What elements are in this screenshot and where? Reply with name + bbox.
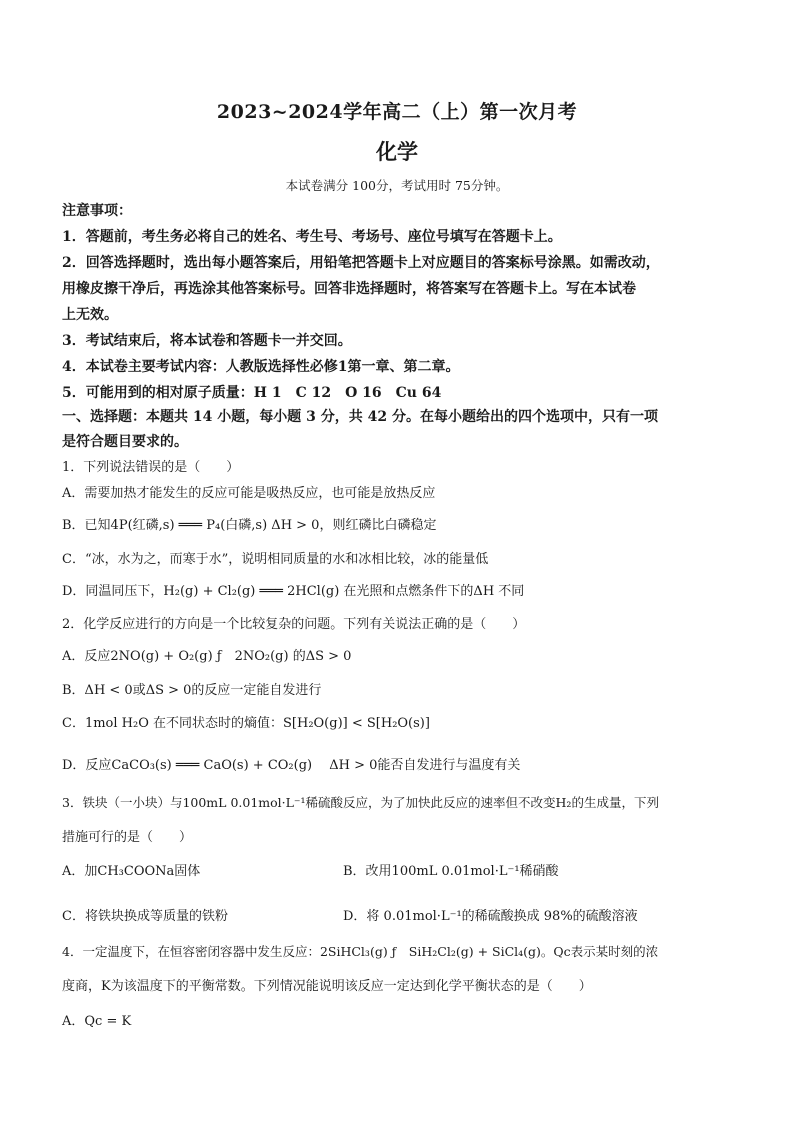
q3-stem-line2: 措施可行的是（ ） — [62, 830, 193, 845]
q2-option-c: C．1mol H₂O 在不同状态时的熵值：S[H₂O(g)] < S[H₂O(s)] — [62, 716, 430, 731]
q1-option-a: A．需要加热才能发生的反应可能是吸热反应，也可能是放热反应 — [62, 486, 436, 501]
exam-meta: 本试卷满分 100分，考试用时 75分钟。 — [285, 178, 509, 193]
q1-option-c: C．“冰，水为之，而寒于水”，说明相同质量的水和冰相比较，冰的能量低 — [62, 552, 489, 567]
note-4: 4．本试卷主要考试内容：人教版选择性必修1第一章、第二章。 — [62, 359, 460, 375]
q2-stem: 2．化学反应进行的方向是一个比较复杂的问题。下列有关说法正确的是（ ） — [62, 617, 526, 632]
q3-option-d: D．将 0.01mol·L⁻¹的稀硫酸换成 98%的硫酸溶液 — [343, 909, 638, 924]
q4-option-a: A．Qc = K — [62, 1014, 132, 1029]
q1-option-d: D．同温同压下，H₂(g) + Cl₂(g) ═══ 2HCl(g) 在光照和点燃条件下的ΔH 不同 — [62, 584, 525, 599]
exam-title: 2023~2024学年高二（上）第一次月考 — [216, 101, 578, 123]
section-heading-1: 一、选择题：本题共 14 小题，每小题 3 分，共 42 分。在每小题给出的四个选项中，只有一项 — [62, 409, 658, 425]
note-3: 3．考试结束后，将本试卷和答题卡一并交回。 — [62, 333, 352, 349]
subject-title: 化学 — [376, 139, 418, 164]
q2-option-d: D．反应CaCO₃(s) ═══ CaO(s) + CO₂(g) ΔH > 0能否自发进行与温度有关 — [62, 758, 521, 773]
q4-stem-line1: 4．一定温度下，在恒容密闭容器中发生反应：2SiHCl₃(g) ƒ SiH₂Cl₂(g) + SiCl₄(g)。Qc表示某时刻的浓 — [62, 944, 659, 959]
q1-stem: 1．下列说法错误的是（ ） — [62, 460, 240, 475]
note-1: 1．答题前，考生务必将自己的姓名、考生号、考场号、座位号填写在答题卡上。 — [62, 229, 562, 245]
q2-option-b: B．ΔH < 0或ΔS > 0的反应一定能自发进行 — [62, 683, 322, 698]
q3-option-b: B．改用100mL 0.01mol·L⁻¹稀硝酸 — [343, 864, 559, 879]
q1-option-b: B．已知4P(红磷,s) ═══ P₄(白磷,s) ΔH > 0，则红磷比白磷稳定 — [62, 518, 437, 533]
q3-option-c: C．将铁块换成等质量的铁粉 — [62, 909, 228, 924]
q4-stem-line2: 度商，K为该温度下的平衡常数。下列情况能说明该反应一定达到化学平衡状态的是（ ） — [62, 979, 592, 994]
note-5: 5．可能用到的相对原子质量：H 1 C 12 O 16 Cu 64 — [62, 385, 442, 401]
note-2b: 用橡皮擦干净后，再选涂其他答案标号。回答非选择题时，将答案写在答题卡上。写在本试卷 — [62, 281, 636, 297]
notes-heading: 注意事项： — [62, 203, 132, 219]
q3-stem-line1: 3．铁块（一小块）与100mL 0.01mol·L⁻¹稀硫酸反应，为了加快此反应的速率但不改变H₂的生成量，下列 — [62, 795, 659, 810]
note-2a: 2．回答选择题时，选出每小题答案后，用铅笔把答题卡上对应题目的答案标号涂黑。如需改动， — [62, 255, 660, 271]
section-heading-2: 是符合题目要求的。 — [62, 434, 188, 450]
q3-option-a: A．加CH₃COONa固体 — [62, 864, 201, 879]
q2-option-a: A．反应2NO(g) + O₂(g) ƒ 2NO₂(g) 的ΔS > 0 — [62, 649, 352, 664]
note-2c: 上无效。 — [62, 307, 118, 323]
